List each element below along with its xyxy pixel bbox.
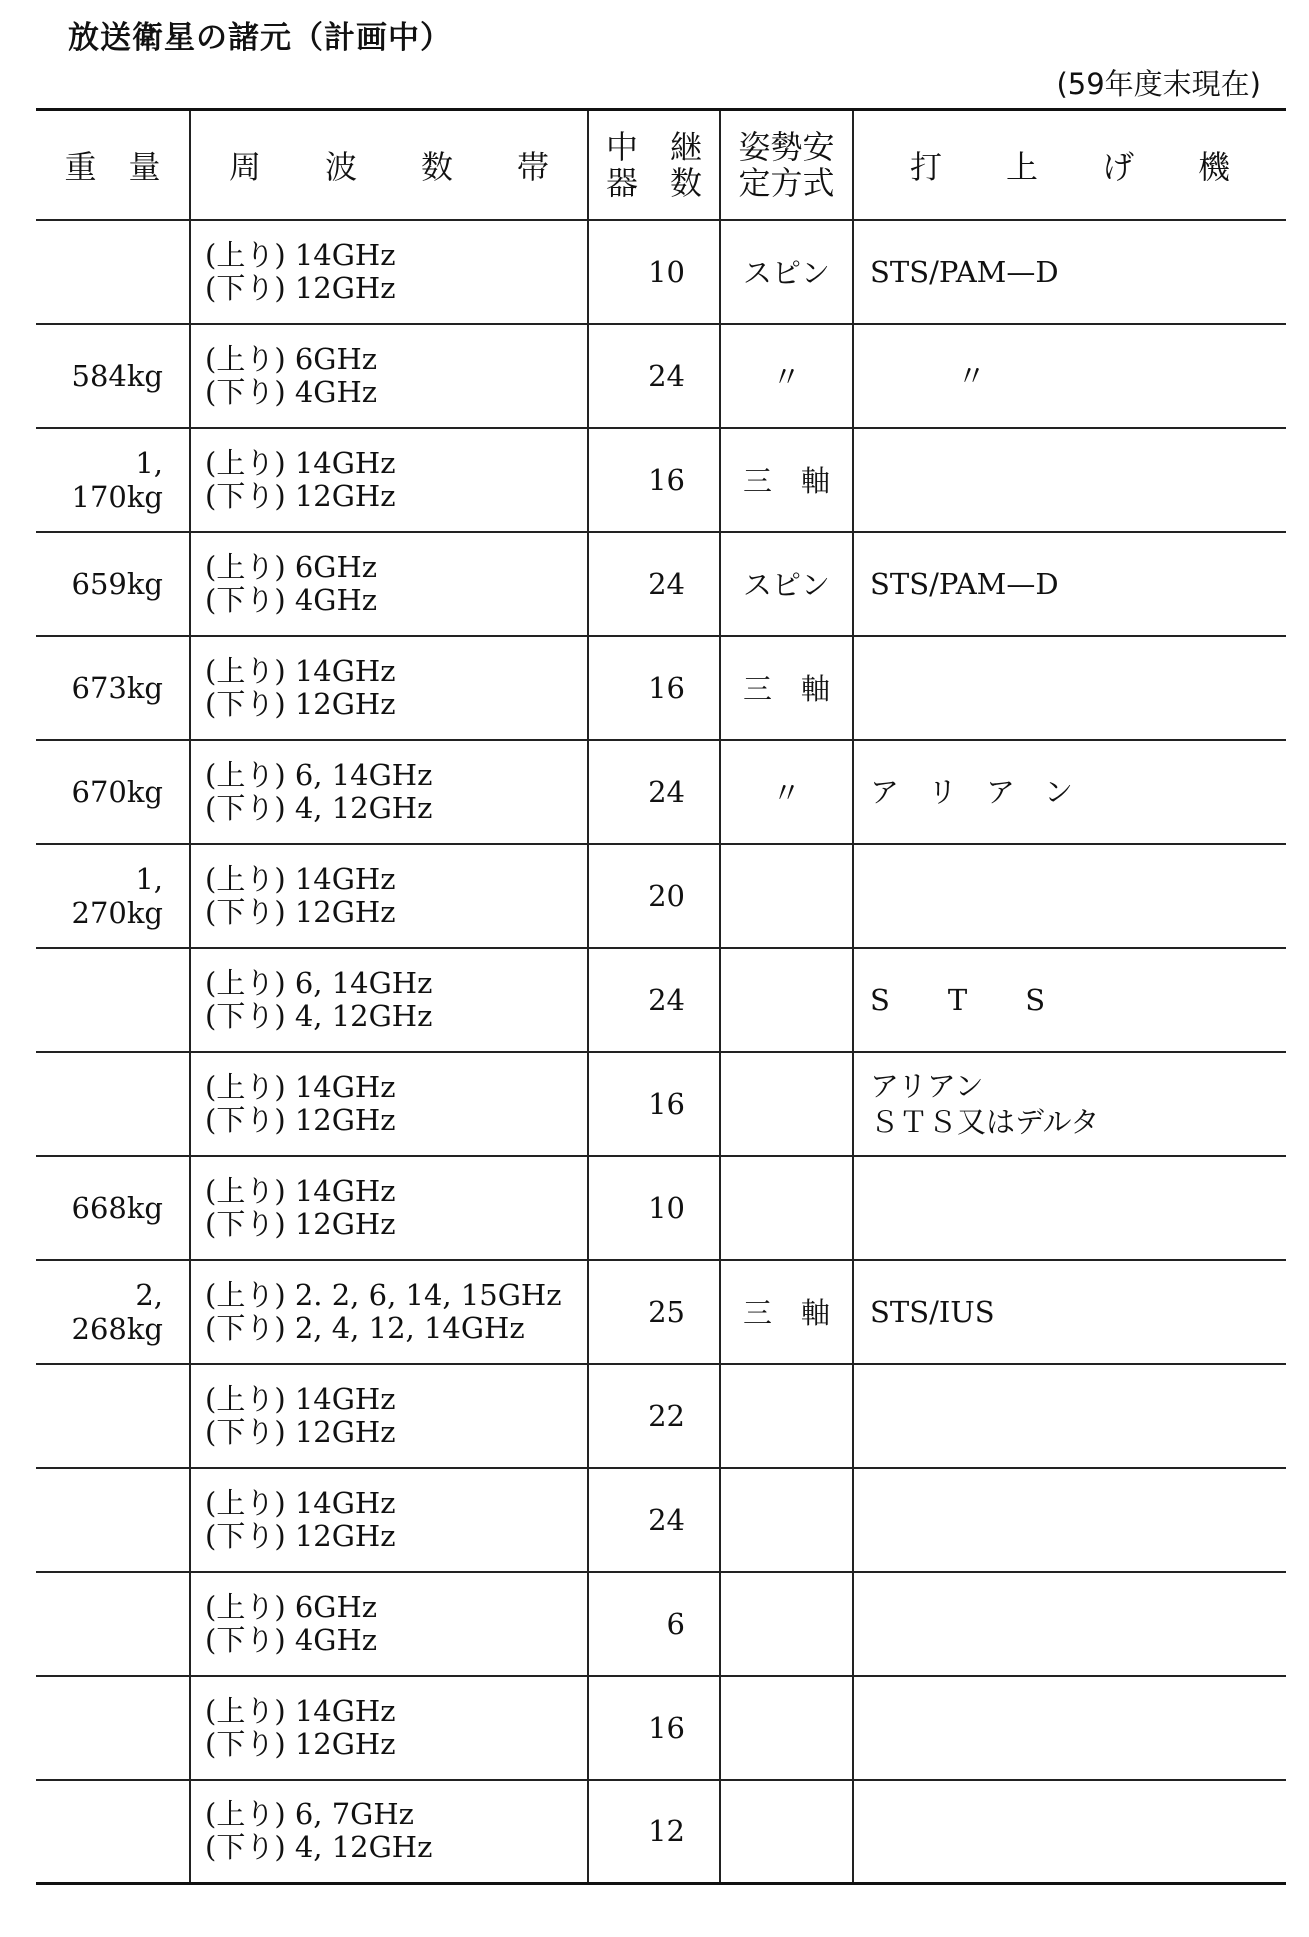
- uplink-frequency: (上り) 2. 2, 6, 14, 15GHz: [205, 1277, 562, 1312]
- cell-repeaters: 20: [588, 844, 720, 948]
- cell-frequency: [190, 324, 588, 428]
- cell-repeaters: 22: [588, 1364, 720, 1468]
- cell-launcher: [853, 1156, 1286, 1260]
- downlink-frequency: (下り) 4GHz: [205, 582, 378, 617]
- uplink-frequency: (上り) 6GHz: [205, 341, 378, 376]
- header-weight: 重 量: [36, 110, 190, 220]
- downlink-frequency: (下り) 12GHz: [205, 1206, 396, 1241]
- cell-frequency: [190, 1676, 588, 1780]
- cell-weight: 670kg: [36, 740, 190, 844]
- cell-launcher: [853, 844, 1286, 948]
- cell-frequency: [190, 948, 588, 1052]
- uplink-frequency: (上り) 14GHz: [205, 861, 396, 896]
- cell-launcher: [853, 1364, 1286, 1468]
- cell-weight: 2, 268kg: [36, 1260, 190, 1364]
- satellite-spec-table: [36, 108, 1286, 1885]
- cell-attitude: [720, 1052, 853, 1156]
- cell-weight: 668kg: [36, 1156, 190, 1260]
- cell-weight: [36, 1676, 190, 1780]
- table-row: [36, 1052, 1286, 1156]
- cell-repeaters: 24: [588, 324, 720, 428]
- downlink-frequency: (下り) 12GHz: [205, 1518, 396, 1553]
- cell-launcher: [853, 1052, 1286, 1156]
- cell-repeaters: 16: [588, 1676, 720, 1780]
- cell-attitude: スピン: [720, 220, 853, 324]
- cell-launcher: [853, 428, 1286, 532]
- uplink-frequency: (上り) 14GHz: [205, 445, 396, 480]
- table-row: [36, 324, 1286, 428]
- downlink-frequency: (下り) 12GHz: [205, 894, 396, 929]
- cell-weight: [36, 1364, 190, 1468]
- header-row: [36, 110, 1286, 220]
- table-row: [36, 428, 1286, 532]
- downlink-frequency: (下り) 12GHz: [205, 478, 396, 513]
- cell-weight: [36, 1052, 190, 1156]
- launcher-line: ＳＴＳ又はデルタ: [870, 1104, 1100, 1139]
- cell-weight: 1, 270kg: [36, 844, 190, 948]
- cell-repeaters: 10: [588, 220, 720, 324]
- uplink-frequency: (上り) 14GHz: [205, 1693, 396, 1728]
- uplink-frequency: (上り) 14GHz: [205, 1485, 396, 1520]
- cell-frequency: [190, 220, 588, 324]
- header-repeaters-line1: 中 継: [605, 127, 702, 166]
- header-frequency: 周 波 数 帯: [190, 110, 588, 220]
- cell-attitude: スピン: [720, 532, 853, 636]
- uplink-frequency: (上り) 6, 7GHz: [205, 1797, 414, 1832]
- cell-launcher: [853, 1468, 1286, 1572]
- cell-weight: [36, 1572, 190, 1676]
- cell-weight: 673kg: [36, 636, 190, 740]
- table-row: [36, 1364, 1286, 1468]
- cell-repeaters: 24: [588, 740, 720, 844]
- uplink-frequency: (上り) 6GHz: [205, 549, 378, 584]
- uplink-frequency: (上り) 14GHz: [205, 1069, 396, 1104]
- header-repeaters-line2: 器 数: [605, 163, 702, 202]
- cell-frequency: [190, 1572, 588, 1676]
- downlink-frequency: (下り) 4GHz: [205, 1622, 378, 1657]
- cell-launcher: [853, 1780, 1286, 1884]
- cell-attitude: 〃: [720, 324, 853, 428]
- cell-attitude: [720, 1676, 853, 1780]
- cell-frequency: [190, 1364, 588, 1468]
- cell-repeaters: 12: [588, 1780, 720, 1884]
- uplink-frequency: (上り) 6, 14GHz: [205, 757, 433, 792]
- cell-launcher: [853, 532, 1286, 636]
- cell-weight: 1, 170kg: [36, 428, 190, 532]
- cell-frequency: [190, 636, 588, 740]
- cell-attitude: [720, 1780, 853, 1884]
- cell-repeaters: 24: [588, 532, 720, 636]
- header-attitude: [720, 110, 853, 220]
- downlink-frequency: (下り) 4, 12GHz: [205, 998, 433, 1033]
- cell-repeaters: 6: [588, 1572, 720, 1676]
- cell-frequency: [190, 1156, 588, 1260]
- launcher-line: ア リ ア ン: [870, 774, 1074, 809]
- cell-repeaters: 24: [588, 1468, 720, 1572]
- launcher-line: STS/PAM—D: [870, 254, 1059, 289]
- table-row: [36, 1468, 1286, 1572]
- table-row: [36, 532, 1286, 636]
- cell-weight: [36, 948, 190, 1052]
- cell-attitude: 三 軸: [720, 636, 853, 740]
- cell-repeaters: 24: [588, 948, 720, 1052]
- downlink-frequency: (下り) 4, 12GHz: [205, 790, 433, 825]
- cell-repeaters: 16: [588, 1052, 720, 1156]
- cell-launcher: [853, 1572, 1286, 1676]
- cell-frequency: [190, 740, 588, 844]
- uplink-frequency: (上り) 14GHz: [205, 1173, 396, 1208]
- cell-frequency: [190, 1260, 588, 1364]
- cell-repeaters: 10: [588, 1156, 720, 1260]
- launcher-line: STS/PAM—D: [870, 566, 1059, 601]
- as-of-note: (59年度末現在): [1056, 67, 1261, 101]
- cell-launcher: [853, 740, 1286, 844]
- header-attitude-line1: 姿勢安: [738, 127, 835, 166]
- launcher-line: 〃: [870, 358, 987, 393]
- downlink-frequency: (下り) 2, 4, 12, 14GHz: [205, 1310, 525, 1345]
- cell-frequency: [190, 1052, 588, 1156]
- cell-launcher: [853, 1260, 1286, 1364]
- downlink-frequency: (下り) 4GHz: [205, 374, 378, 409]
- cell-launcher: [853, 324, 1286, 428]
- cell-weight: 584kg: [36, 324, 190, 428]
- cell-frequency: [190, 1780, 588, 1884]
- cell-repeaters: 16: [588, 428, 720, 532]
- launcher-line: STS/IUS: [870, 1294, 995, 1329]
- cell-attitude: [720, 1156, 853, 1260]
- page-title: 放送衛星の諸元（計画中）: [68, 20, 452, 56]
- downlink-frequency: (下り) 4, 12GHz: [205, 1830, 433, 1865]
- downlink-frequency: (下り) 12GHz: [205, 1726, 396, 1761]
- header-launcher: 打 上 げ 機: [853, 110, 1286, 220]
- cell-frequency: [190, 428, 588, 532]
- cell-attitude: [720, 1572, 853, 1676]
- table-row: [36, 1156, 1286, 1260]
- table-row: [36, 1676, 1286, 1780]
- downlink-frequency: (下り) 12GHz: [205, 270, 396, 305]
- cell-attitude: 〃: [720, 740, 853, 844]
- cell-attitude: [720, 1468, 853, 1572]
- downlink-frequency: (下り) 12GHz: [205, 1102, 396, 1137]
- cell-weight: [36, 220, 190, 324]
- cell-attitude: [720, 1364, 853, 1468]
- table-row: [36, 1260, 1286, 1364]
- cell-launcher: [853, 1676, 1286, 1780]
- table-row: [36, 948, 1286, 1052]
- uplink-frequency: (上り) 14GHz: [205, 1381, 396, 1416]
- cell-weight: [36, 1468, 190, 1572]
- cell-launcher: [853, 948, 1286, 1052]
- cell-launcher: [853, 636, 1286, 740]
- uplink-frequency: (上り) 14GHz: [205, 653, 396, 688]
- cell-frequency: [190, 844, 588, 948]
- launcher-line: アリアン: [870, 1068, 984, 1103]
- table-row: [36, 1780, 1286, 1884]
- table-body: [36, 220, 1286, 1884]
- table-row: [36, 740, 1286, 844]
- cell-frequency: [190, 1468, 588, 1572]
- cell-weight: 659kg: [36, 532, 190, 636]
- header-repeaters: [588, 110, 720, 220]
- cell-attitude: 三 軸: [720, 1260, 853, 1364]
- downlink-frequency: (下り) 12GHz: [205, 1414, 396, 1449]
- cell-attitude: 三 軸: [720, 428, 853, 532]
- uplink-frequency: (上り) 6GHz: [205, 1589, 378, 1624]
- cell-repeaters: 16: [588, 636, 720, 740]
- cell-launcher: [853, 220, 1286, 324]
- table-row: [36, 220, 1286, 324]
- uplink-frequency: (上り) 6, 14GHz: [205, 965, 433, 1000]
- cell-attitude: [720, 844, 853, 948]
- cell-weight: [36, 1780, 190, 1884]
- launcher-line: S T S: [870, 982, 1046, 1017]
- header-attitude-line2: 定方式: [738, 163, 835, 202]
- cell-attitude: [720, 948, 853, 1052]
- table-row: [36, 636, 1286, 740]
- table-row: [36, 844, 1286, 948]
- cell-repeaters: 25: [588, 1260, 720, 1364]
- downlink-frequency: (下り) 12GHz: [205, 686, 396, 721]
- cell-frequency: [190, 532, 588, 636]
- table-row: [36, 1572, 1286, 1676]
- uplink-frequency: (上り) 14GHz: [205, 237, 396, 272]
